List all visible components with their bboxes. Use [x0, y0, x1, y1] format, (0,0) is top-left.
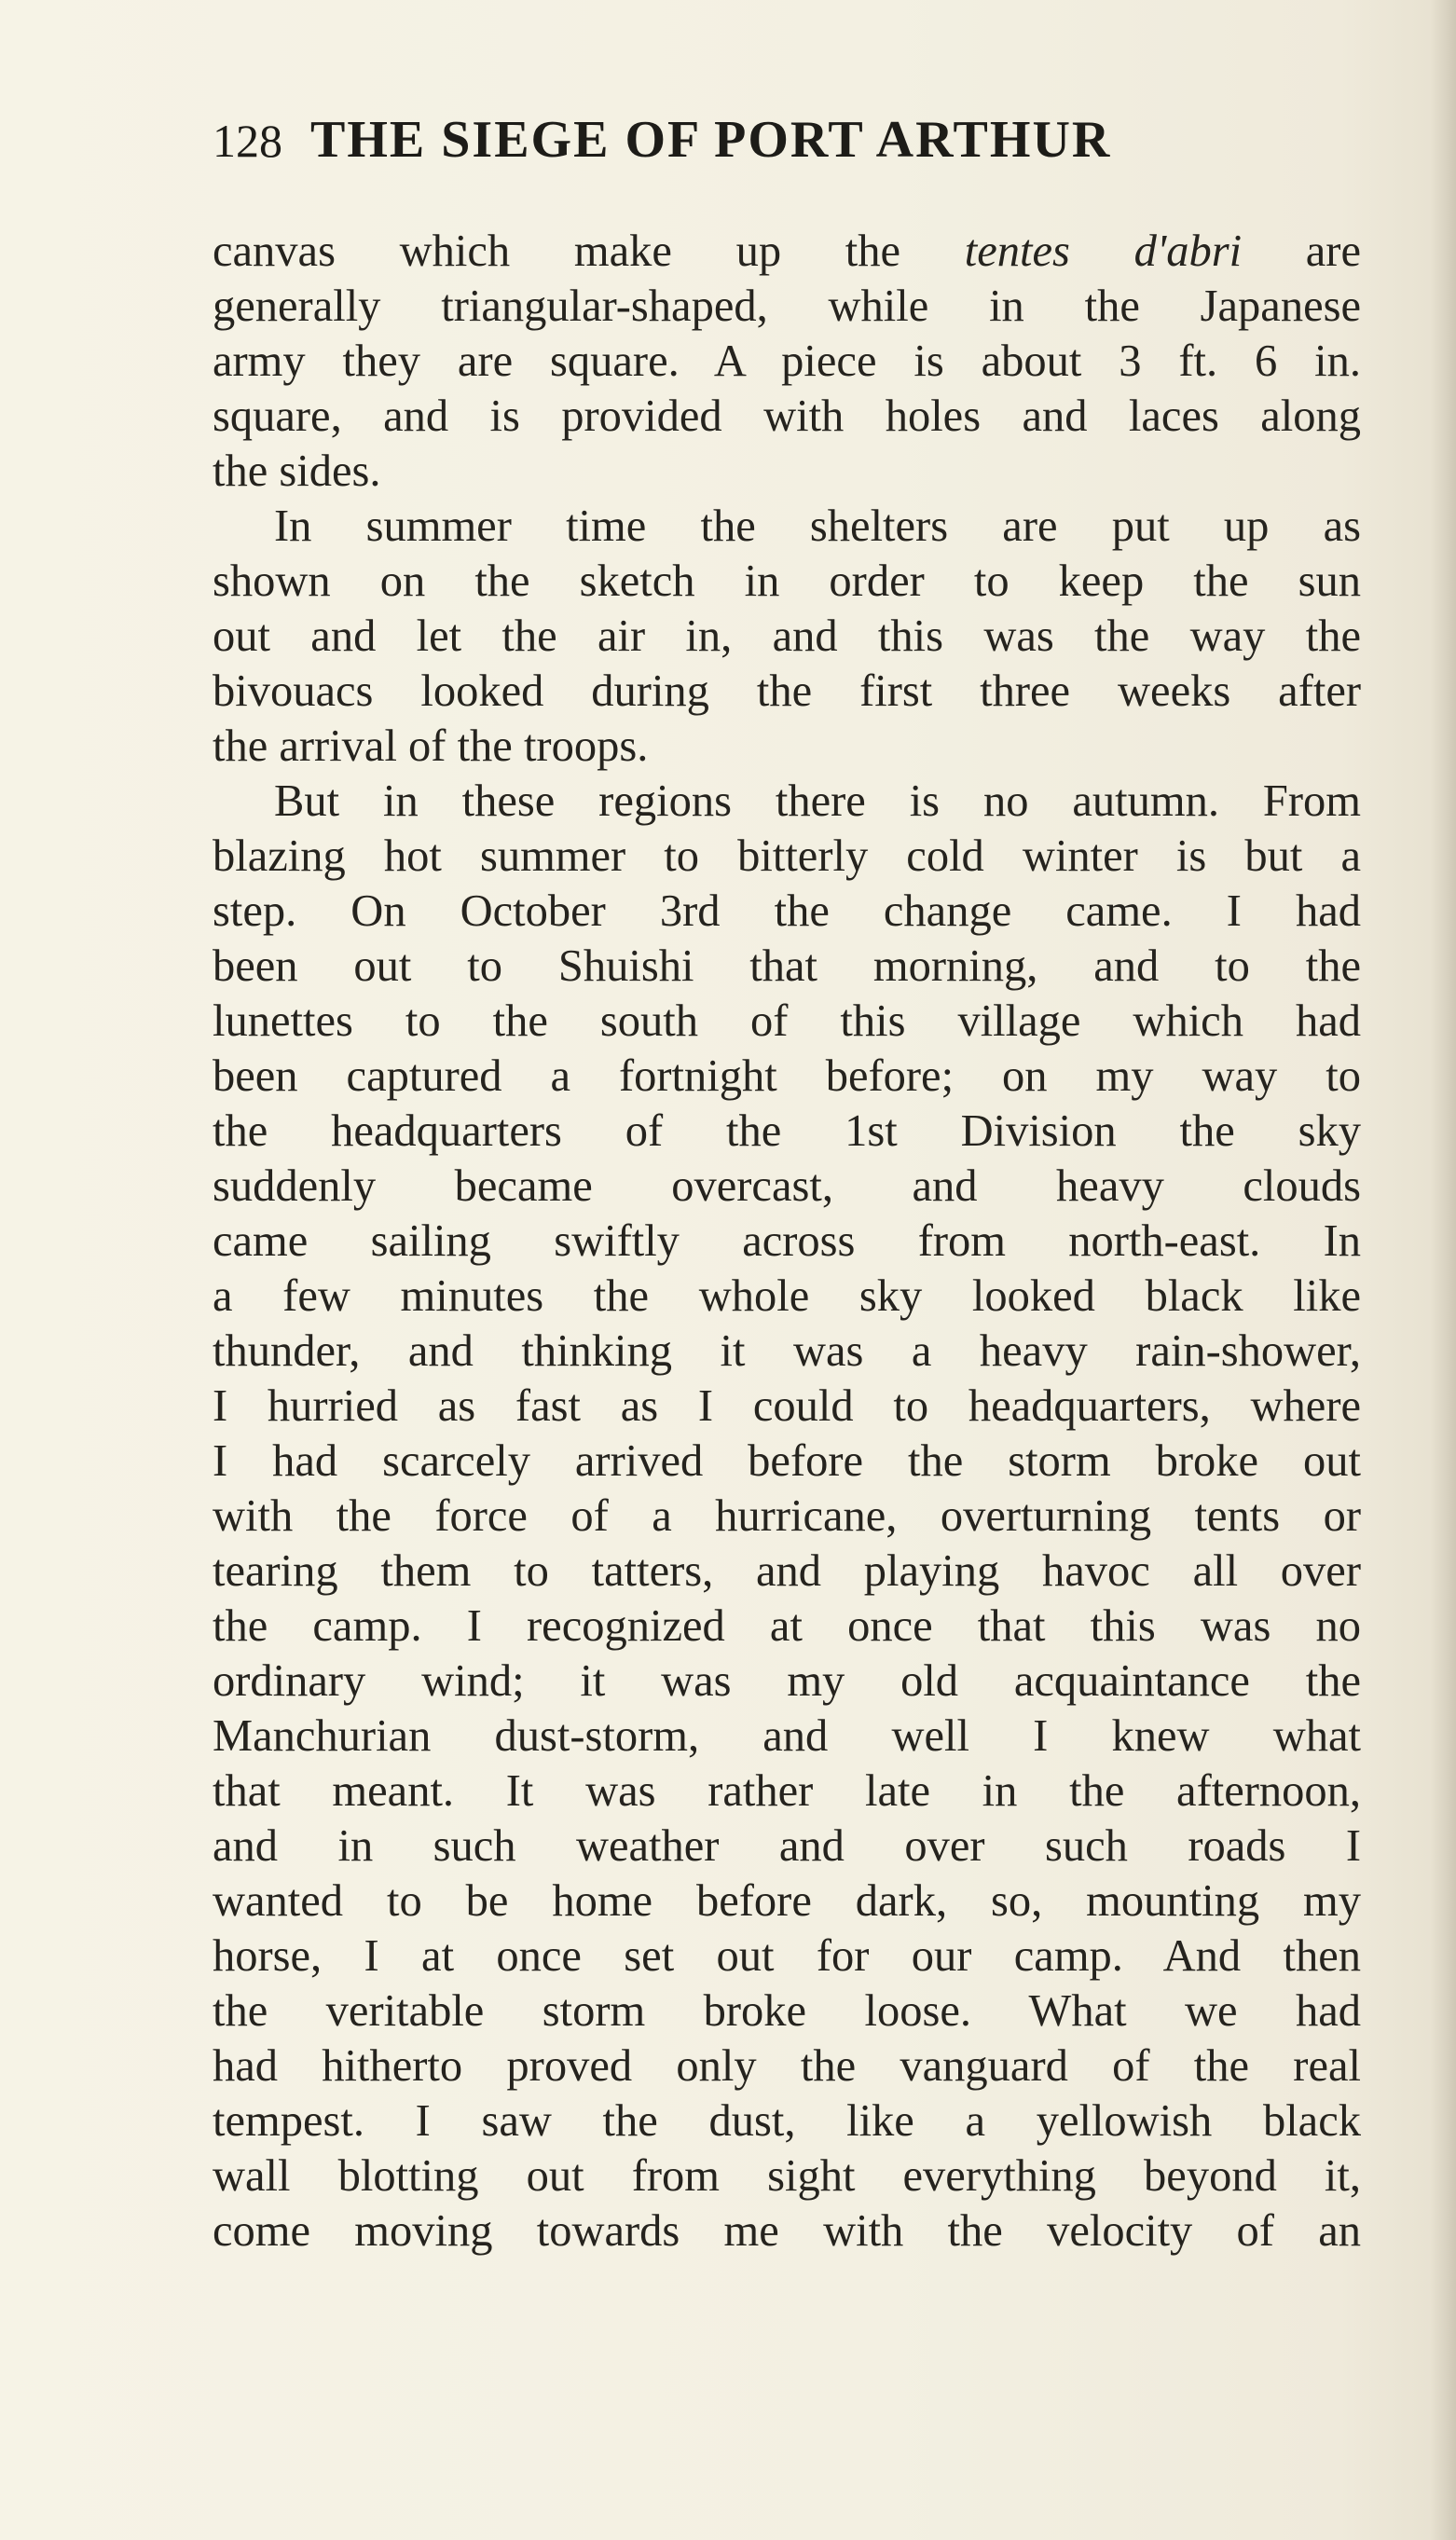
text-line: shown on the sketch in order to keep the sun [213, 556, 1361, 606]
text-line: In summer time the shelters are put up as [274, 501, 1361, 551]
page-edge-shadow [1430, 0, 1456, 2540]
text-line: army they are square. A piece is about 3 ft. 6 in. [213, 336, 1361, 386]
paragraph [213, 224, 1361, 499]
text-line: I had scarcely arrived before the storm broke out [213, 1436, 1361, 1486]
text-line: out and let the air in, and this was the way the [213, 611, 1361, 661]
text-line: horse, I at once set out for our camp. And then [213, 1931, 1361, 1981]
text-line: had hitherto proved only the vanguard of the real [213, 2041, 1361, 2091]
text-line: the veritable storm broke loose. What we had [213, 1986, 1361, 2036]
italic-phrase: tentes d'abri [964, 227, 1243, 276]
text-line: canvas which make up the tentes d'abri are [213, 227, 1361, 276]
paragraph [213, 774, 1361, 2259]
paragraph [213, 499, 1361, 774]
text-line: ordinary wind; it was my old acquaintance the [213, 1656, 1361, 1706]
text-line: wanted to be home before dark, so, mounting my [213, 1876, 1361, 1926]
text-line: generally triangular-shaped, while in the Japanese [213, 281, 1361, 331]
text-line: tearing them to tatters, and playing havoc all over [213, 1546, 1361, 1596]
text-line: thunder, and thinking it was a heavy rain-shower, [213, 1326, 1361, 1376]
text-line: the camp. I recognized at once that this was no [213, 1601, 1361, 1651]
page-header [213, 110, 1342, 175]
text-line: But in these regions there is no autumn. From [274, 776, 1361, 826]
text-line: Manchurian dust-storm, and well I knew what [213, 1711, 1361, 1761]
text-line: come moving towards me with the velocity of an [213, 2206, 1361, 2256]
text-line: step. On October 3rd the change came. I had [213, 886, 1361, 936]
text-line: the headquarters of the 1st Division the sky [213, 1106, 1361, 1156]
text-line: the sides. [213, 446, 381, 496]
text-line: bivouacs looked during the first three weeks after [213, 666, 1361, 716]
text-line: tempest. I saw the dust, like a yellowish black [213, 2096, 1361, 2146]
running-head: THE SIEGE OF PORT ARTHUR [310, 111, 1112, 169]
page-number: 128 [213, 115, 282, 167]
text-line: came sailing swiftly across from north-east. In [213, 1216, 1361, 1266]
text-line: with the force of a hurricane, overturning tents or [213, 1491, 1361, 1541]
text-line: the arrival of the troops. [213, 721, 649, 771]
text-line: I hurried as fast as I could to headquarters, where [213, 1381, 1361, 1431]
text-line: that meant. It was rather late in the afternoon, [213, 1766, 1361, 1816]
text-line: blazing hot summer to bitterly cold winter is but a [213, 831, 1361, 881]
text-line: a few minutes the whole sky looked black like [213, 1271, 1361, 1321]
text-line: square, and is provided with holes and laces along [213, 391, 1361, 441]
text-line: suddenly became overcast, and heavy clouds [213, 1161, 1361, 1211]
text-line: wall blotting out from sight everything beyond it, [213, 2151, 1361, 2201]
text-line: been out to Shuishi that morning, and to the [213, 941, 1361, 991]
text-line: lunettes to the south of this village which had [213, 996, 1361, 1046]
text-line: been captured a fortnight before; on my way to [213, 1051, 1361, 1101]
text-line: and in such weather and over such roads I [213, 1821, 1361, 1871]
body-text [213, 224, 1361, 2259]
